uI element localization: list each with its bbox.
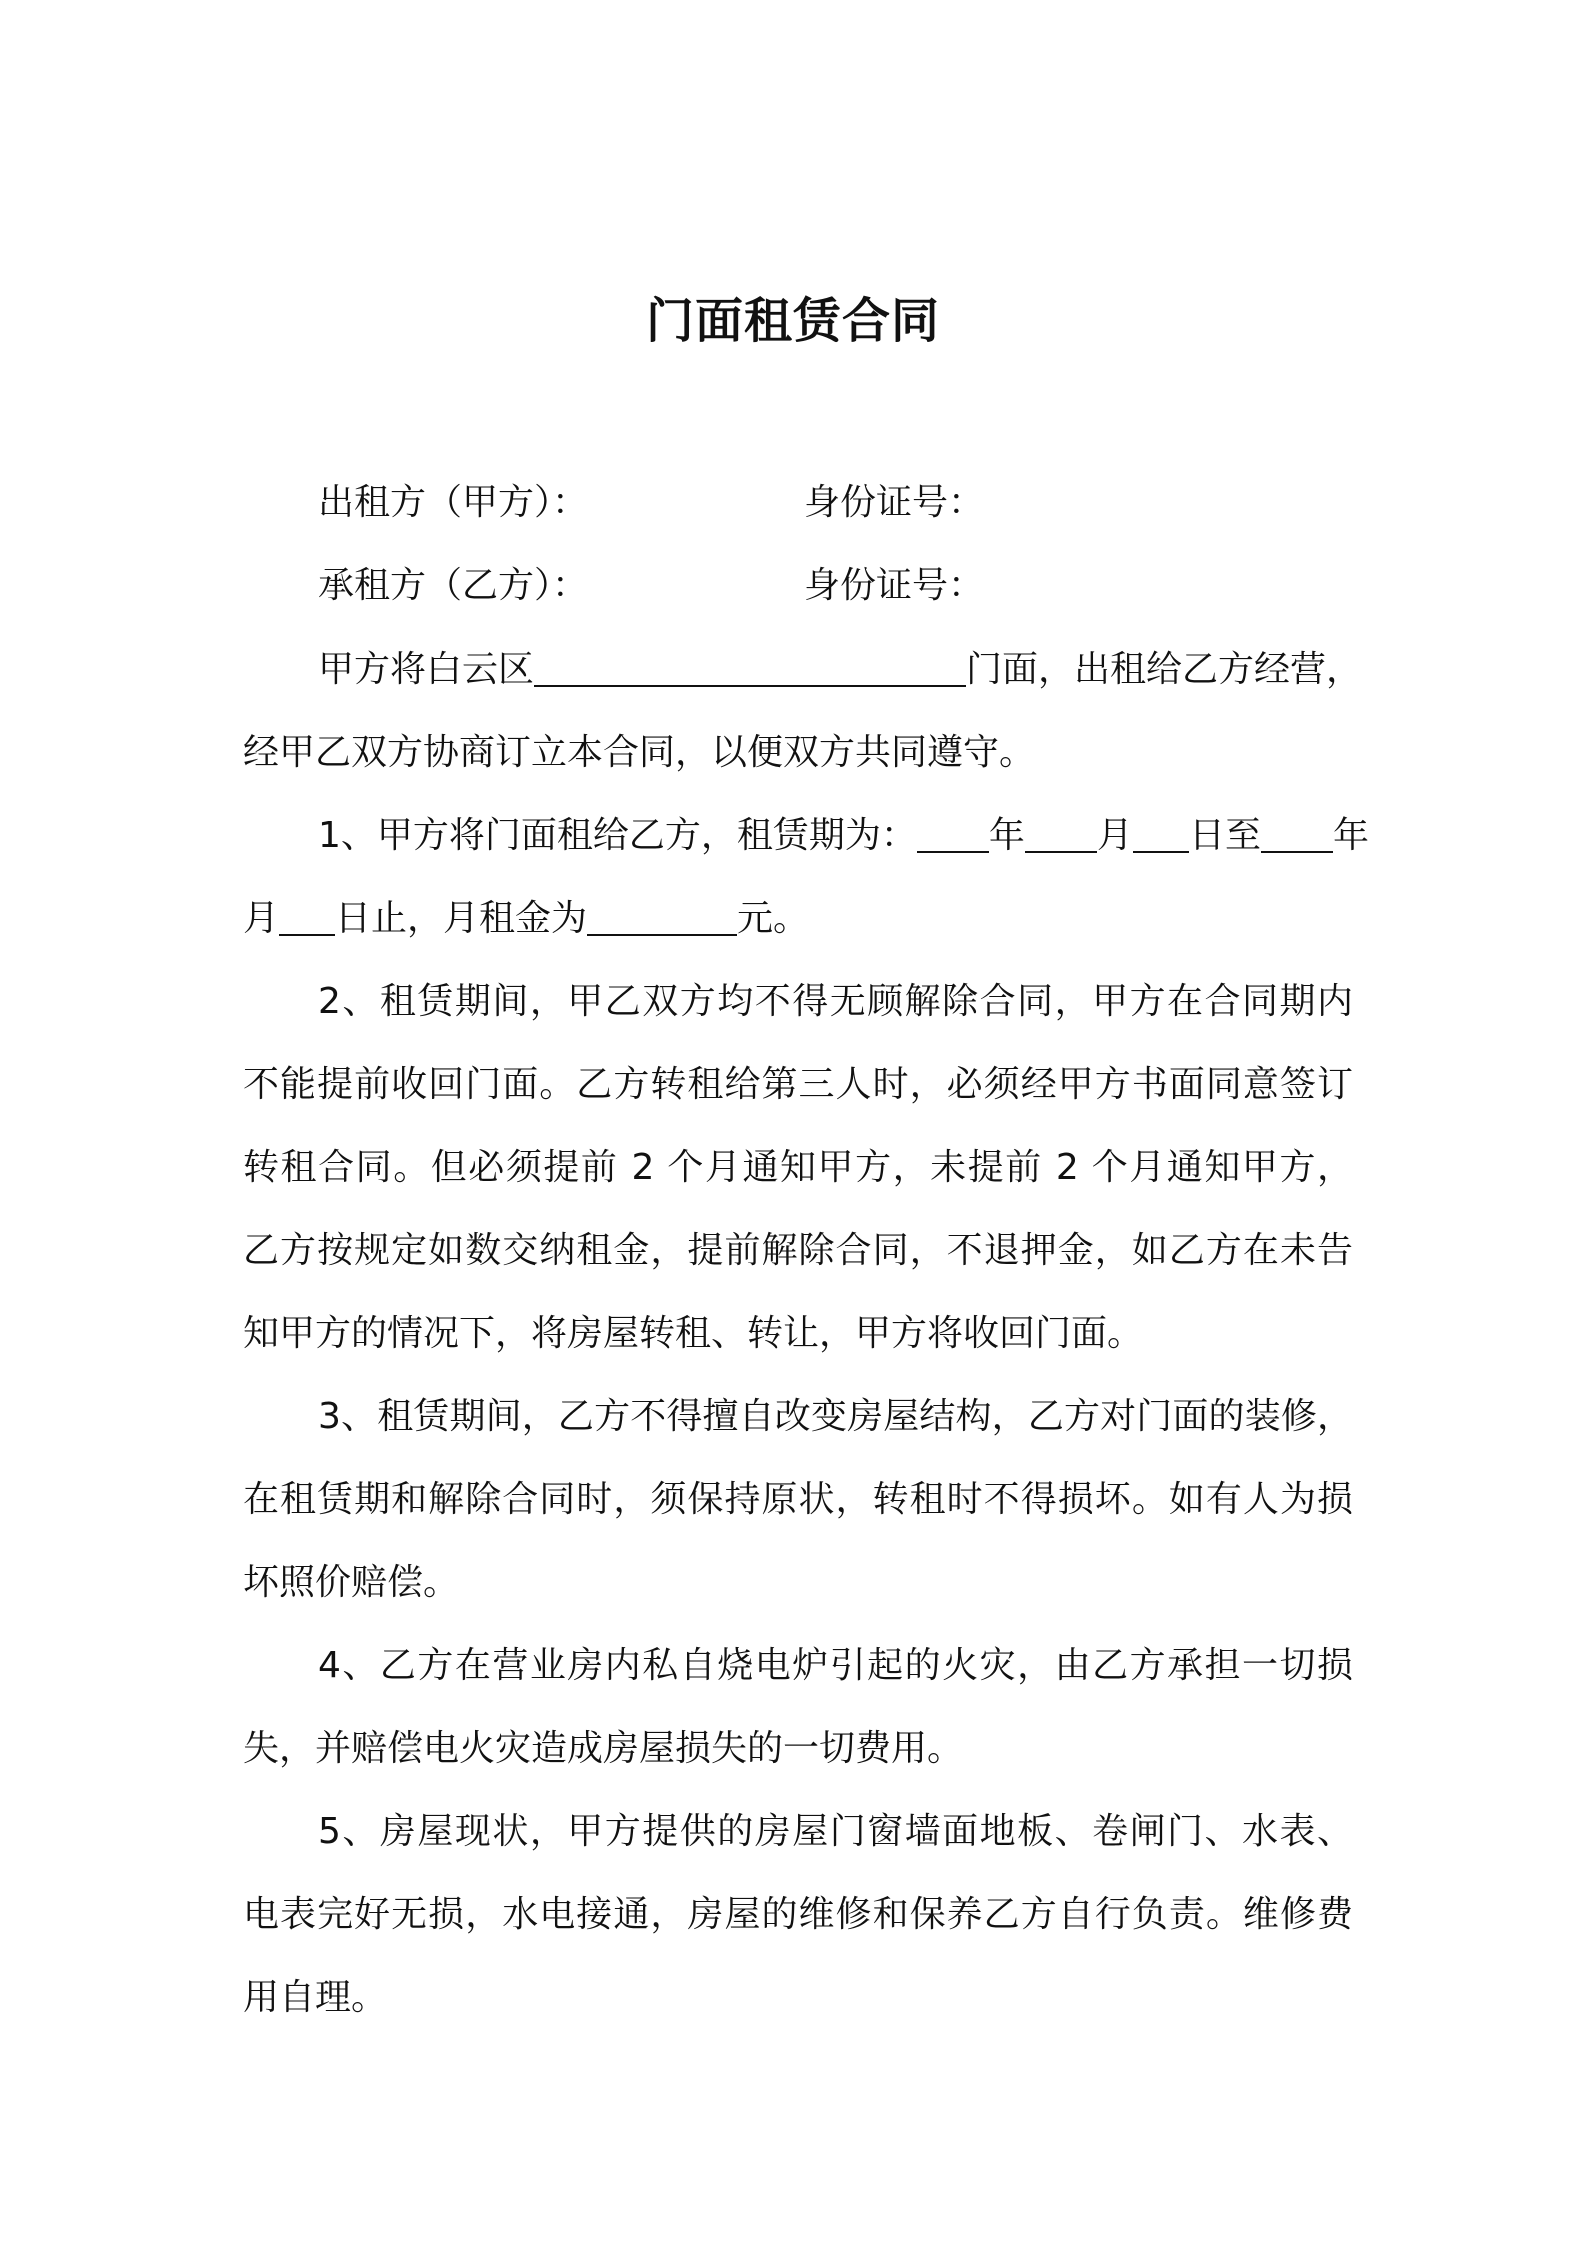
lessee-id-label: 身份证号： [804,565,985,606]
district-address-blank [534,645,966,687]
intro-line-2: 经甲乙双方协商订立本合同，以便双方共同遵守。 [243,732,1036,773]
clause1-month2: 月 [243,898,280,939]
lessor-label: 出租方（甲方）： [318,482,589,523]
clause5-line-3: 用自理。 [243,1977,388,2018]
lessor-id-label: 身份证号： [804,482,985,523]
end-year-blank [1261,811,1333,853]
clause4-line-2: 失，并赔偿电火灾造成房屋损失的一切费用。 [243,1728,964,1769]
clause4-line-1: 4、乙方在营业房内私自烧电炉引起的火灾，由乙方承担一切损 [318,1645,1353,1686]
intro-before-blank: 甲方将白云区 [318,649,535,690]
clause3-line-1: 3、租赁期间，乙方不得擅自改变房屋结构，乙方对门面的装修， [318,1396,1353,1437]
clause2-line-3: 转租合同。但必须提前 2 个月通知甲方，未提前 2 个月通知甲方， [243,1147,1353,1188]
clause1-prefix: 1、甲方将门面租给乙方，租赁期为： [318,815,917,856]
clause1-line-2 [243,892,1353,946]
clause3-line-2: 在租赁期和解除合同时，须保持原状，转租时不得损坏。如有人为损 [243,1479,1353,1520]
clause1-day-to: 日至 [1188,815,1261,856]
end-day-blank [279,894,335,936]
clause1-line-1 [243,809,1369,863]
clause1-day-end: 日止，月租金为 [335,898,588,939]
clause3-line-3: 坏照价赔偿。 [243,1562,460,1603]
clause1-year2: 年 [1332,815,1369,856]
start-year-blank [917,811,989,853]
clause5-line-2: 电表完好无损，水电接通，房屋的维修和保养乙方自行负责。维修费 [243,1894,1353,1935]
start-month-blank [1025,811,1097,853]
clause1-year: 年 [988,815,1025,856]
lessee-label: 承租方（乙方）： [318,565,589,606]
clause2-line-2: 不能提前收回门面。乙方转租给第三人时，必须经甲方书面同意签订 [243,1064,1353,1105]
clause5-line-1: 5、房屋现状，甲方提供的房屋门窗墙面地板、卷闸门、水表、 [318,1811,1353,1852]
clause2-line-1: 2、租赁期间，甲乙双方均不得无顾解除合同，甲方在合同期内 [318,981,1353,1022]
intro-after-blank: 门面，出租给乙方经营， [966,649,1363,690]
clause1-month: 月 [1096,815,1133,856]
lessee-row [243,559,1353,613]
lessor-row [243,476,1353,530]
monthly-rent-blank [587,894,737,936]
clause2-line-4: 乙方按规定如数交纳租金，提前解除合同，不退押金，如乙方在未告 [243,1230,1353,1271]
intro-line-1 [243,643,1363,697]
clause1-yuan: 元。 [737,898,810,939]
clause2-line-5: 知甲方的情况下，将房屋转租、转让，甲方将收回门面。 [243,1313,1144,1354]
document-title: 门面租赁合同 [645,293,940,349]
start-day-blank [1133,811,1189,853]
